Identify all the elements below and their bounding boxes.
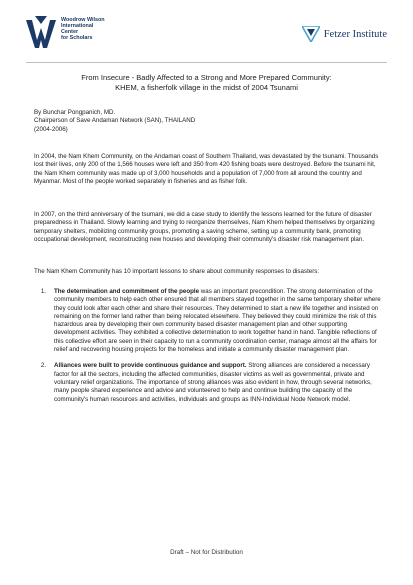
fetzer-institute-logo [302, 26, 387, 42]
page-footer: Draft – Not for Distribution [170, 549, 243, 556]
woodrow-wilson-w-icon [26, 16, 56, 50]
title-line: KHEM, a fisherfolk village in the midst of 2004 Tsunami [115, 83, 298, 92]
list-item [34, 362, 383, 403]
left-logo-line: Center [61, 29, 79, 35]
woodrow-wilson-logo [26, 16, 105, 50]
list-item-number: 2. [40, 362, 46, 370]
author-name: By Bunchar Pongpanich, MD. [34, 109, 116, 116]
list-item [34, 288, 383, 354]
paragraph: The Nam Khem Community has 10 important lessons to share about community responses to disasters: [34, 268, 320, 275]
list-item-number: 1. [40, 288, 46, 295]
fetzer-triangle-icon [302, 26, 320, 42]
list-item-text: Strong alliances are considered a necessary factor for all the sectors, including the affected communities, disaster victims as well as governmental, private and voluntary relief organizations. The importance of strong alliances was also evident in how, through several networks, many people shared experience and advice and volunteered to help and continue building the capacity of the community's human resources and activities, individuals and groups as INN-Individual Node Network model. [54, 362, 372, 403]
list-item-lead: The determination and commitment of the people [54, 288, 200, 295]
fetzer-wordmark: Fetzer Institute [323, 28, 387, 40]
list-item-body [54, 362, 383, 403]
list-item-text: was an important precondition. The strong determination of the community members to help each other ensured that all members stayed together in the same temporary shelter where they could look after each other and share their resources. They determined to start a new life together and insisted on remaining on the former land rather than being relocated elsewhere. They believed they could minimize the risk of this hazardous area by developing their own community based disaster management plan and other supporting development activities. They exhibited a collective determination to work together hand in hand. Tangible reflections of this collective effort are seen in their capacity to run a community coordination center, manage almost all the affairs for relief and recovering housing projects for the homeless and initiate a community disaster management plan. [54, 288, 381, 354]
title-line: From Insecure - Badly Affected to a Strong and More Prepared Community: [81, 73, 332, 82]
left-logo-line: for Scholars [61, 35, 93, 41]
list-item-lead: Alliances were built to provide continuous guidance and support. [54, 362, 247, 370]
author-affiliation: Chairperson of Save Andaman Network (SAN), THAILAND [34, 117, 196, 125]
list-item-body [54, 288, 383, 354]
left-logo-line: Woodrow Wilson [61, 17, 105, 23]
paragraph: In 2007, on the third anniversary of the tsumani, we did a case study to identify the lessons learned for the future of disaster preparedness in Thailand. Slowly learning and trying to reorganize themselves, Nam Khem helped themselves by organizing temporary shelters, mobilizing community groups, promoting a saving scheme, setting up a community bank, promoting occupational development, reconstructing new houses and developing their community's disaster risk management plan. [34, 211, 375, 243]
header-divider [26, 62, 387, 63]
author-block [34, 109, 195, 134]
author-years: (2004-2006) [34, 125, 68, 133]
lessons-list [34, 288, 383, 412]
woodrow-wilson-wordmark [61, 17, 105, 41]
document-title [26, 73, 387, 93]
paragraph: In 2004, the Nam Khem Community, on the Andaman coast of Southern Thailand, was devastated by the tsunami. Thousands lost their lives, only 200 of the 1,566 houses were left and 350 from 420 fishing boats were destroyed. Before the tsunami hit, the Nam Khem community was made up of 3,000 households and a population of 7,000 from all around the country and Myanmar. Most of the people worked separately in fisheries and as fisher folk. [34, 153, 379, 185]
left-logo-line: International [61, 23, 94, 29]
